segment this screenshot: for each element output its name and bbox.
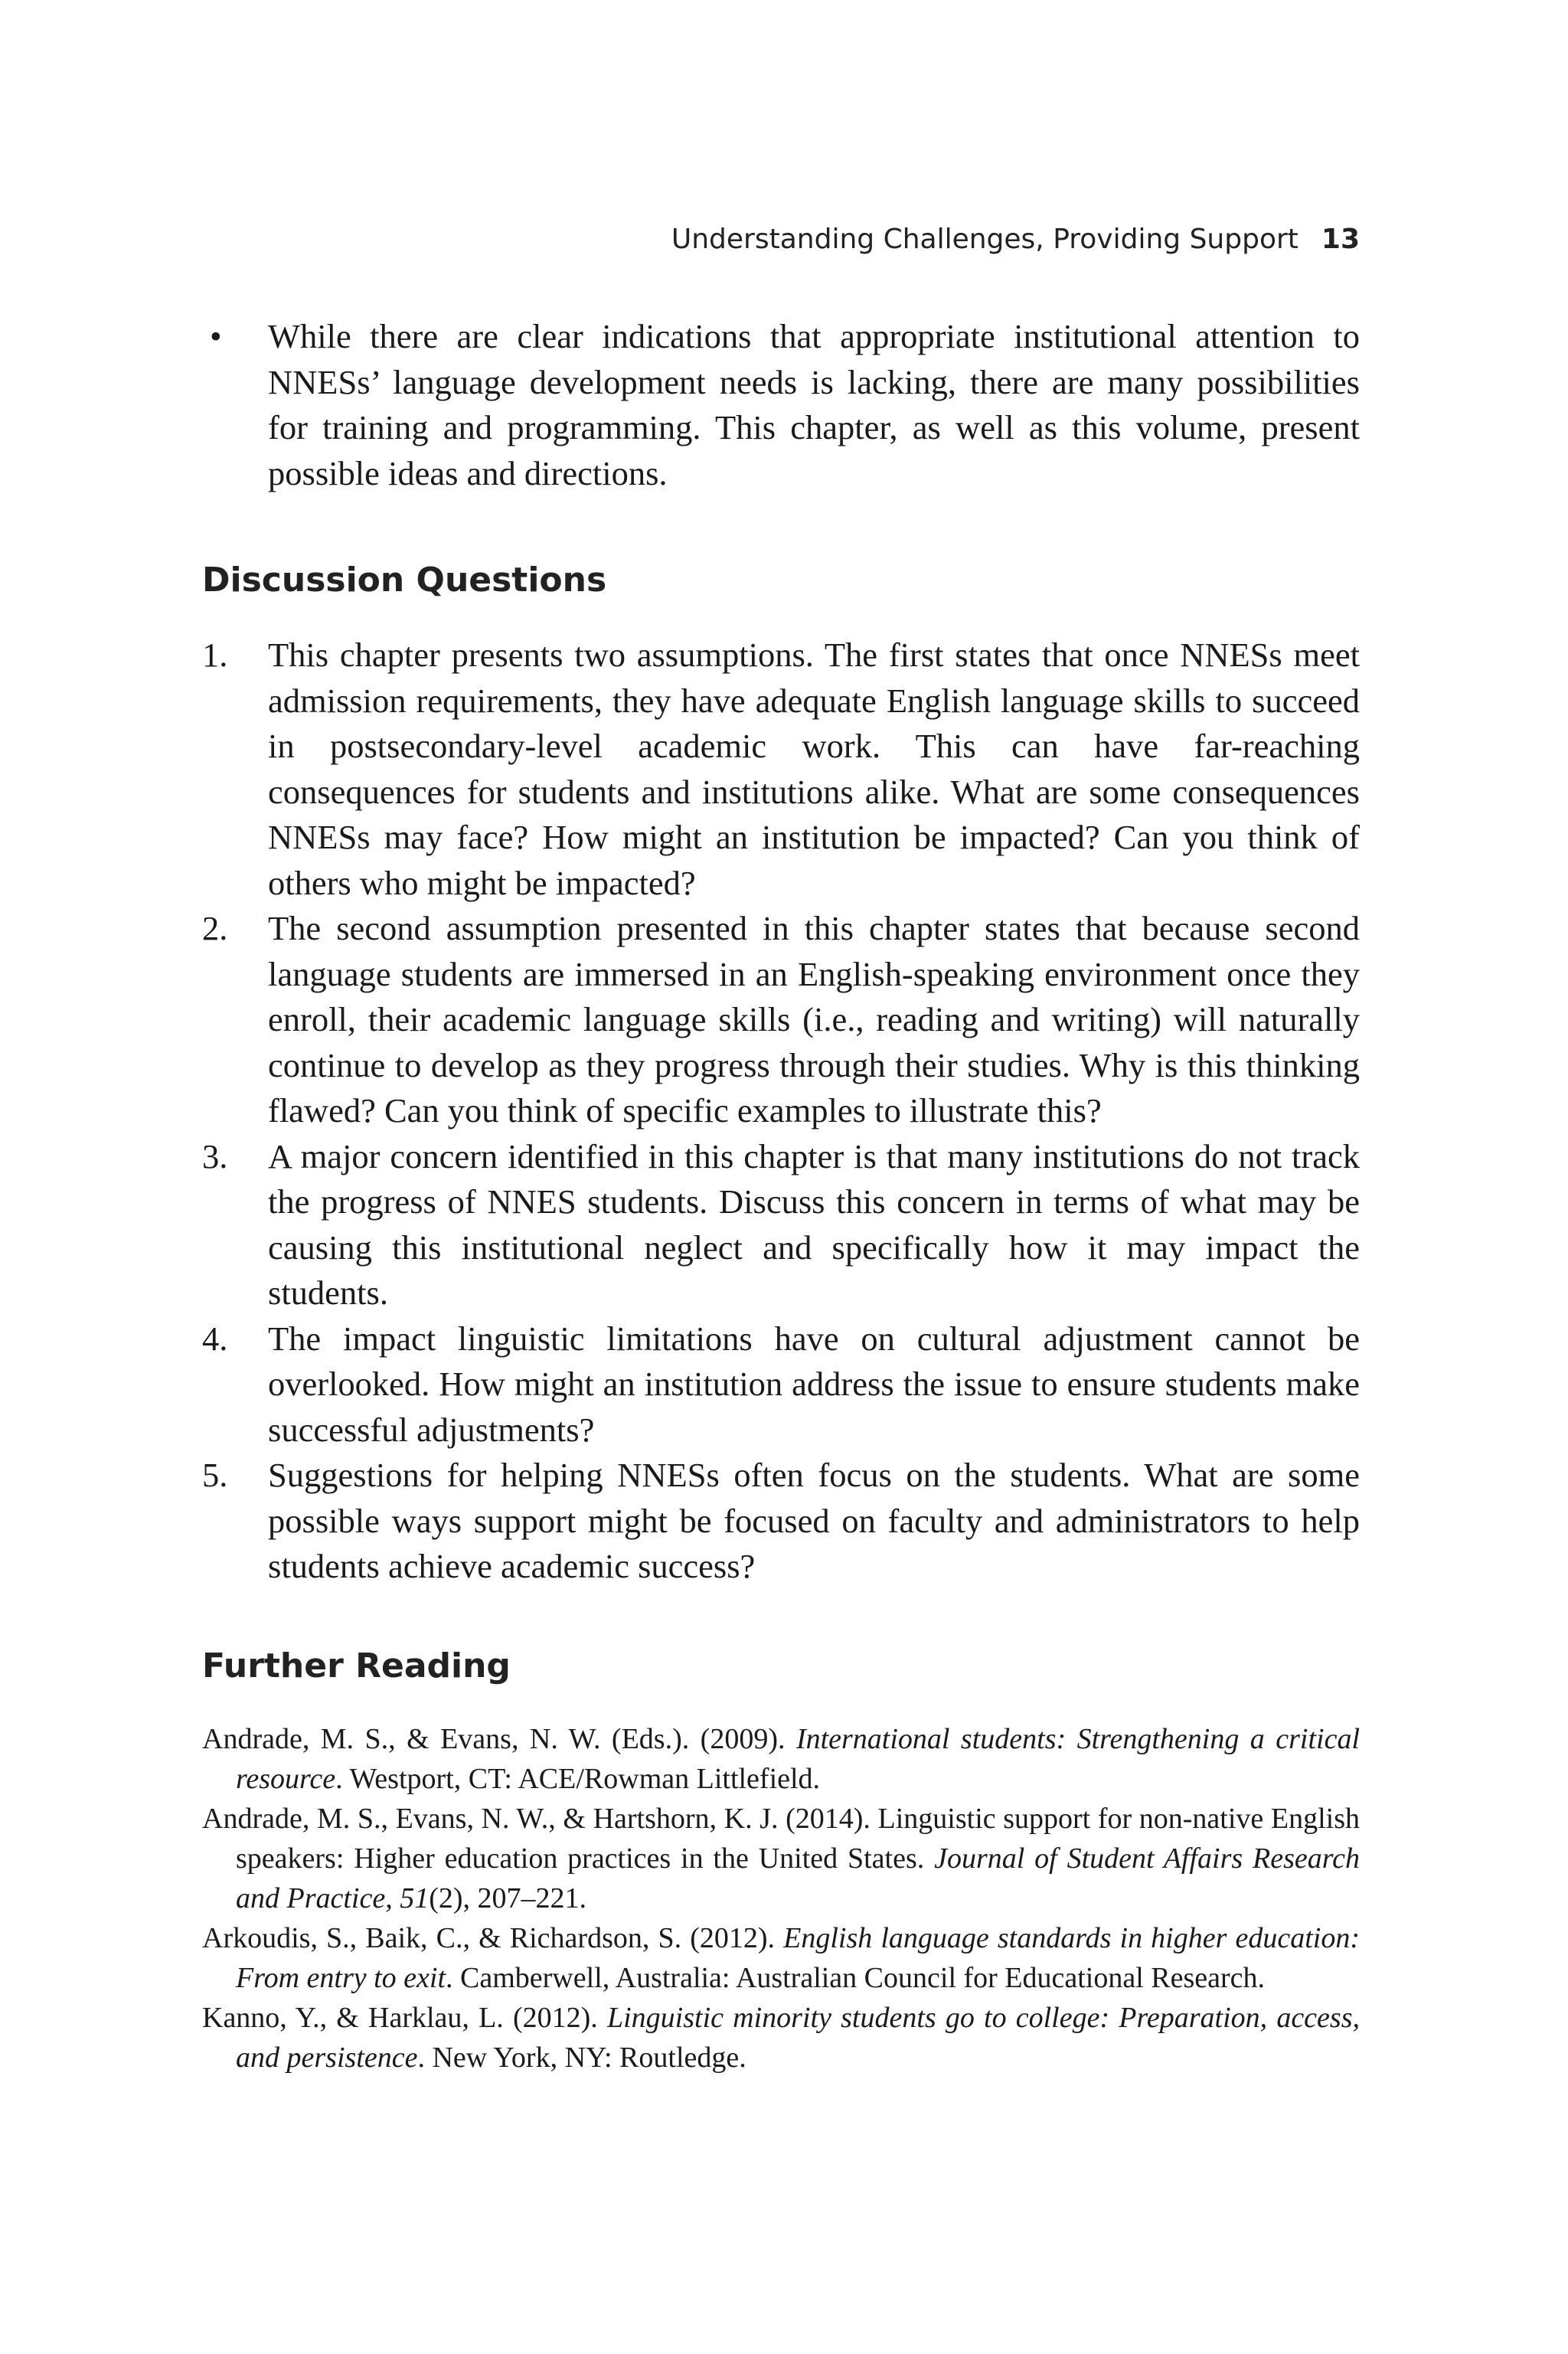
reference-entry <box>202 1918 1360 1998</box>
running-head-title: Understanding Challenges, Providing Support <box>671 224 1298 255</box>
reference-authors: Arkoudis, S., Baik, C., & Richardson, S. (2012). <box>202 1922 776 1954</box>
question-number: 3. <box>202 1136 228 1175</box>
further-reading-heading: Further Reading <box>202 1646 511 1685</box>
reference-title: International students: Strengthening a critical resource <box>236 1723 1360 1795</box>
question-text: The impact linguistic limitations have on cultural adjustment cannot be overlooked. How might an institution address the issue to ensure students make successful adjustments? <box>268 1319 1360 1449</box>
question-text: This chapter presents two assumptions. The first states that once NNESs meet admission requirements, they have adequate English language skills to succeed in postsecondary-level academic work. This can have far-reaching consequences for students and institutions alike. What are some consequences NNESs may face? How might an institution be impacted? Can you think of others who might be impacted? <box>268 636 1360 902</box>
reference-authors: Andrade, M. S., Evans, N. W., & Hartshorn, K. J. (2014). Linguistic support for non-native English speakers: Higher education practices in the United States. <box>202 1803 1360 1875</box>
question-number: 2. <box>202 909 228 947</box>
question-number: 5. <box>202 1456 228 1494</box>
reference-publisher: . Westport, CT: ACE/Rowman Littlefield. <box>335 1763 821 1795</box>
discussion-questions-list <box>202 633 1360 1590</box>
reference-title: Linguistic minority students go to college: Preparation, access, and persistence <box>236 2002 1360 2074</box>
question-number: 1. <box>202 636 228 674</box>
reference-title: English language standards in higher education: From entry to exit <box>236 1922 1360 1994</box>
reference-authors: Andrade, M. S., & Evans, N. W. (Eds.). (2009). <box>202 1723 786 1755</box>
question-item <box>202 906 1360 1134</box>
question-text: A major concern identified in this chapter is that many institutions do not track the progress of NNES students. Discuss this concern in terms of what may be causing this institutional neglect and specifically how it may impact the students. <box>268 1136 1360 1312</box>
reference-entry <box>202 1799 1360 1918</box>
reference-entry <box>202 1719 1360 1799</box>
reference-list <box>202 1719 1360 2078</box>
bullet-text: While there are clear indications that appropriate institutional attention to NNESs’ language development needs is lacking, there are many possibilities for training and programming. This chapter, as well as this volume, present possible ideas and directions. <box>268 317 1360 492</box>
reference-journal: Journal of Student Affairs Research and Practice, 51 <box>236 1842 1360 1914</box>
reference-entry <box>202 1998 1360 2078</box>
reference-issue-pages: (2), 207–221. <box>429 1882 587 1914</box>
question-item <box>202 633 1360 906</box>
question-number: 4. <box>202 1319 228 1358</box>
question-item <box>202 1134 1360 1316</box>
bullet-marker: • <box>210 317 222 355</box>
question-text: The second assumption presented in this chapter states that because second language students are immersed in an English-speaking environment once they enroll, their academic language skills (i.e., reading and writing) will naturally continue to develop as they progress through their studies. Why is this thinking flawed? Can you think of specific examples to illustrate this? <box>268 909 1360 1130</box>
reference-publisher: . Camberwell, Australia: Australian Council for Educational Research. <box>446 1962 1266 1994</box>
question-item <box>202 1453 1360 1590</box>
question-item <box>202 1316 1360 1453</box>
reference-publisher: . New York, NY: Routledge. <box>417 2042 746 2074</box>
bullet-list <box>202 314 1360 496</box>
discussion-questions-heading: Discussion Questions <box>202 561 607 600</box>
running-head <box>671 224 1360 255</box>
reference-authors: Kanno, Y., & Harklau, L. (2012). <box>202 2002 598 2034</box>
bullet-item <box>202 314 1360 496</box>
question-text: Suggestions for helping NNESs often focus on the students. What are some possible ways support might be focused on faculty and administrators to help students achieve academic success? <box>268 1456 1360 1585</box>
page-number: 13 <box>1321 224 1360 255</box>
